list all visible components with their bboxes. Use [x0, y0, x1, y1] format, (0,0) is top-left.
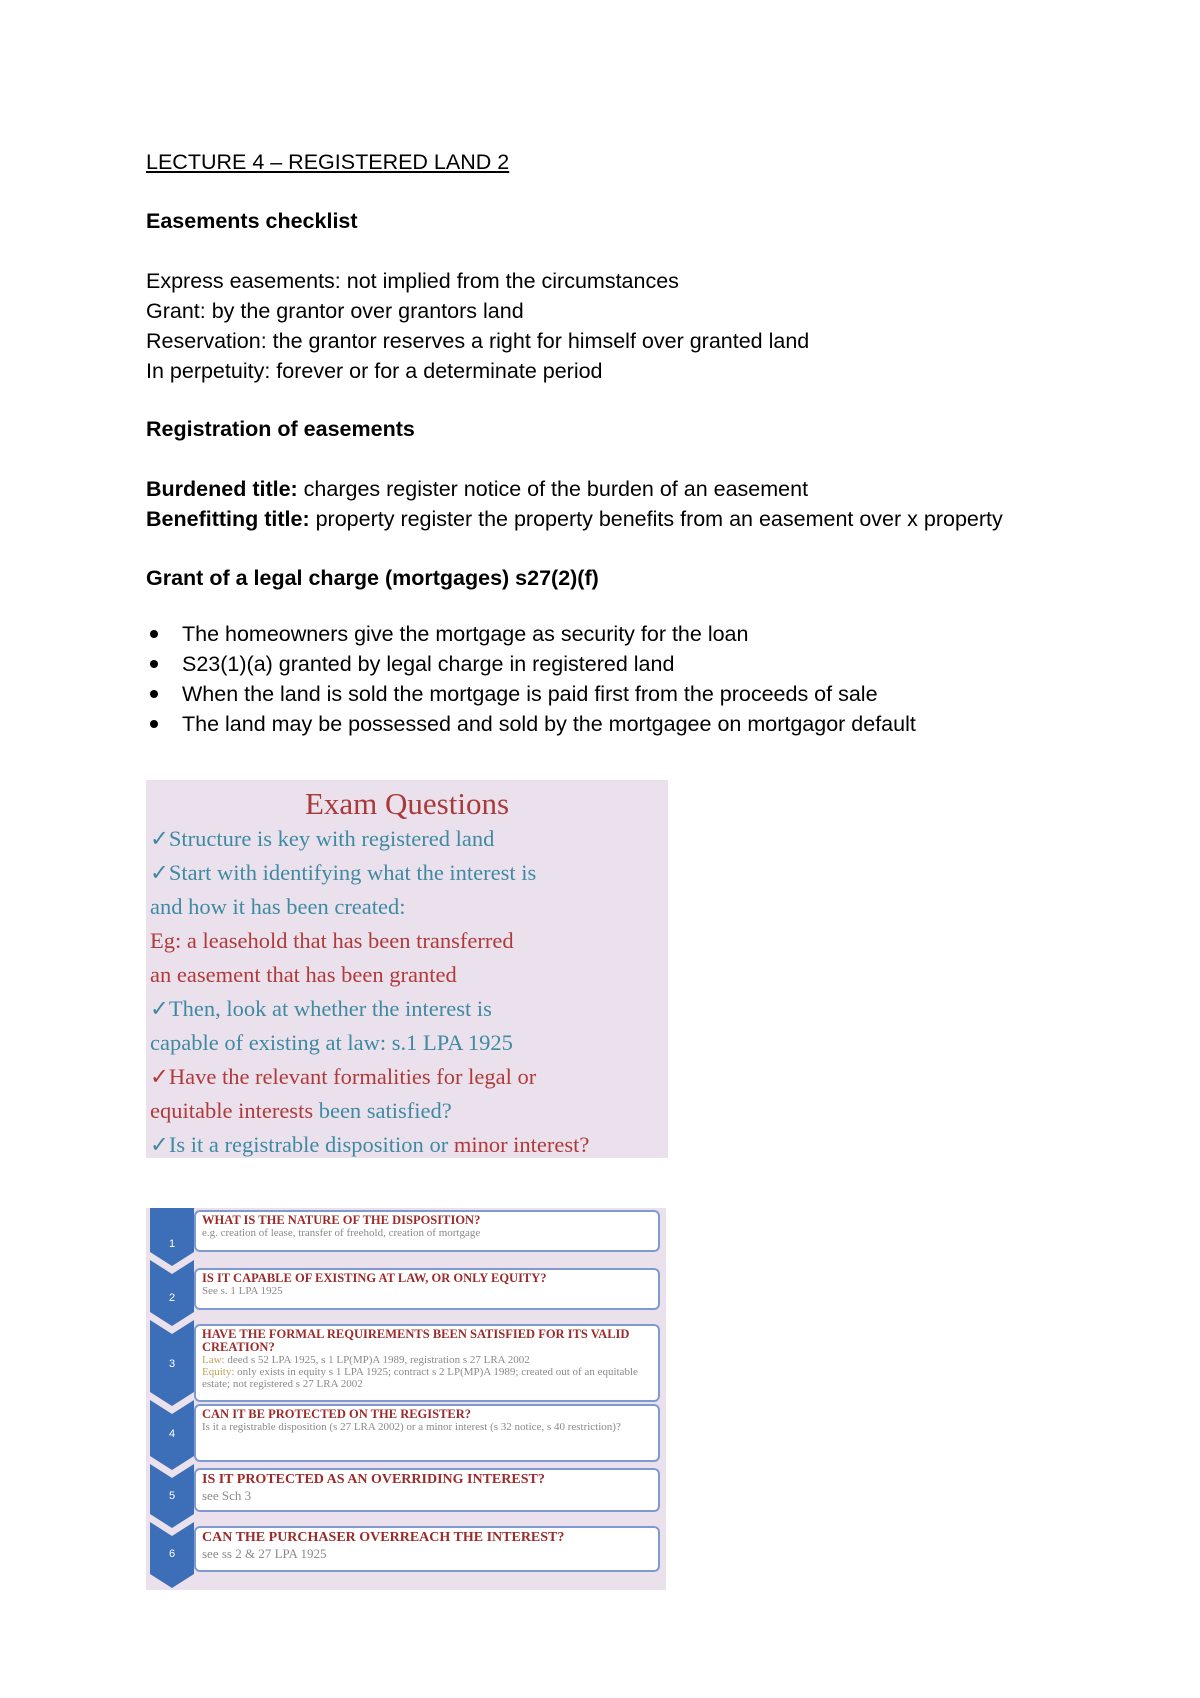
- step-box: [194, 1324, 660, 1402]
- step-body: e.g. creation of lease, transfer of freehold, creation of mortgage: [202, 1227, 481, 1239]
- step-body: see Sch 3: [202, 1488, 252, 1503]
- step-heading: WHAT IS THE NATURE OF THE DISPOSITION?: [202, 1213, 481, 1227]
- slide-title: Exam Questions: [304, 786, 510, 821]
- step-heading: CAN IT BE PROTECTED ON THE REGISTER?: [202, 1407, 472, 1421]
- easements-line: Reservation: the grantor reserves a right for himself over granted land: [146, 329, 810, 353]
- list-item: [146, 679, 916, 709]
- step-box: [194, 1404, 660, 1462]
- slide-line: ✓Start with identifying what the interest is: [150, 860, 537, 885]
- step-body: See s. 1 LPA 1925: [202, 1285, 283, 1297]
- slide-text-teal: ✓Is it a registrable disposition: [150, 1132, 424, 1157]
- bullet-icon: [150, 720, 158, 728]
- burdened-text: charges register notice of the burden of an easement: [297, 477, 809, 501]
- step-heading: IS IT CAPABLE OF EXISTING AT LAW, OR ONLY EQUITY?: [202, 1271, 547, 1285]
- step-box: [194, 1468, 660, 1512]
- grant-heading: Grant of a legal charge (mortgages) s27(2)(f): [146, 566, 599, 590]
- list-item-text: The homeowners give the mortgage as security for the loan: [182, 622, 749, 646]
- step-body-label: Equity:: [202, 1366, 235, 1378]
- step-body-text: only exists in equity s 1 LPA 1925; contract s 2 LP(MP)A 1989; created out of an equitable estate; not registered s 27 LRA 2002: [202, 1366, 638, 1390]
- step-number: 5: [168, 1490, 176, 1502]
- slide-line: and how it has been created:: [150, 894, 406, 919]
- easements-line: In perpetuity: forever or for a determinate period: [146, 359, 603, 383]
- slide-text-teal: or: [423, 1132, 454, 1157]
- bullet-icon: [150, 690, 158, 698]
- list-item: [146, 649, 916, 679]
- step-body-text: deed s 52 LPA 1925, s 1 LP(MP)A 1989, registration s 27 LRA 2002: [224, 1354, 530, 1366]
- process-steps-slide: [146, 1208, 666, 1590]
- step-body: see ss 2 & 27 LPA 1925: [202, 1546, 327, 1561]
- chevron-icon: [150, 1208, 194, 1266]
- slide-line: ✓Have the relevant formalities for legal or: [150, 1064, 537, 1089]
- list-item-text: S23(1)(a) granted by legal charge in registered land: [182, 652, 675, 676]
- step-box: [194, 1526, 660, 1572]
- exam-questions-slide: [146, 780, 668, 1158]
- slide-text-red: minor interest?: [453, 1132, 590, 1157]
- slide-line: ✓Then, look at whether the interest is: [150, 996, 492, 1021]
- chevron-arrows-graphic: [150, 1208, 194, 1590]
- step-number: 6: [168, 1548, 176, 1560]
- benefitting-label: Benefitting title:: [146, 507, 310, 531]
- slide-line: [150, 1094, 452, 1128]
- step-body: [202, 1366, 652, 1390]
- bullet-icon: [150, 660, 158, 668]
- benefitting-text: property register the property benefits from an easement over x property: [309, 507, 1003, 531]
- slide-text-red: equitable interests: [150, 1098, 314, 1123]
- step-number: 4: [168, 1428, 176, 1440]
- benefitting-title-line: [146, 504, 1003, 534]
- list-item-text: When the land is sold the mortgage is paid first from the proceeds of sale: [182, 682, 878, 706]
- step-body: [202, 1354, 652, 1366]
- easements-line: Grant: by the grantor over grantors land: [146, 299, 524, 323]
- slide-text-teal: been satisfied?: [313, 1098, 452, 1123]
- slide-line: an easement that has been granted: [150, 962, 457, 987]
- list-item-text: The land may be possessed and sold by the mortgagee on mortgagor default: [182, 712, 916, 736]
- slide-line: ✓Structure is key with registered land: [150, 826, 495, 851]
- burdened-label: Burdened title:: [146, 477, 298, 501]
- step-body-label: Law:: [202, 1354, 225, 1366]
- burdened-title-line: [146, 474, 808, 504]
- bullet-icon: [150, 630, 158, 638]
- step-heading: IS IT PROTECTED AS AN OVERRIDING INTEREST?: [202, 1472, 545, 1487]
- step-number: 1: [168, 1238, 176, 1250]
- step-number: 2: [168, 1292, 176, 1304]
- step-body: Is it a registrable disposition (s 27 LRA 2002) or a minor interest (s 32 notice, s 40 restriction)?: [202, 1421, 621, 1433]
- slide-line: capable of existing at law: s.1 LPA 1925: [150, 1030, 513, 1055]
- slide-line: [150, 1128, 589, 1158]
- registration-heading: Registration of easements: [146, 417, 415, 441]
- step-box: [194, 1268, 660, 1310]
- step-box: [194, 1210, 660, 1252]
- list-item: [146, 709, 916, 739]
- easements-line: Express easements: not implied from the circumstances: [146, 269, 679, 293]
- step-number: 3: [168, 1358, 176, 1370]
- step-heading: CAN THE PURCHASER OVERREACH THE INTEREST?: [202, 1530, 565, 1545]
- list-item: [146, 619, 916, 649]
- page-title: LECTURE 4 – REGISTERED LAND 2: [146, 150, 510, 174]
- slide-line: Eg: a leasehold that has been transferred: [150, 928, 514, 953]
- mortgage-bullet-list: [146, 619, 916, 739]
- easements-heading: Easements checklist: [146, 209, 358, 233]
- step-heading: HAVE THE FORMAL REQUIREMENTS BEEN SATISFIED FOR ITS VALID CREATION?: [202, 1327, 630, 1354]
